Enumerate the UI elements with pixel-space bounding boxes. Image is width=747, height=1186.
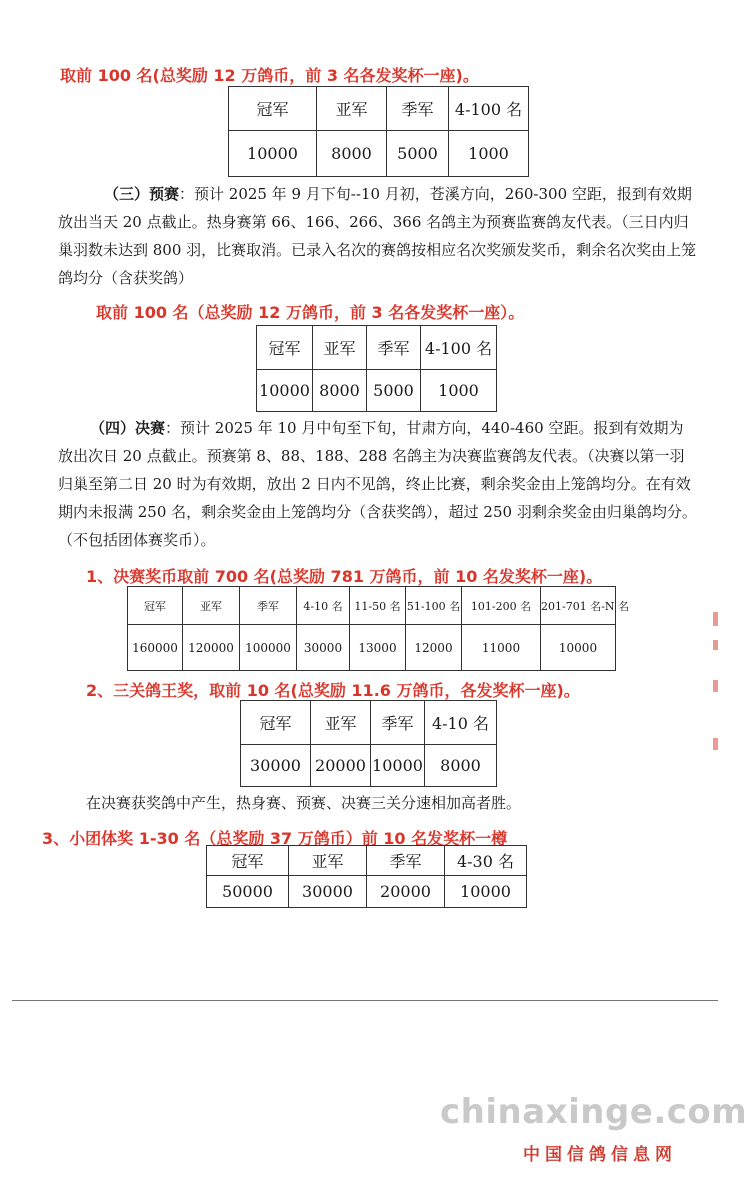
table-cell: 12000 [406,625,462,671]
king-prize-heading: 2、三关鸽王奖，取前 10 名(总奖励 11.6 万鸽币，各发奖杯一座)。 [86,681,580,700]
edge-mark [713,612,718,626]
section-4-body: ：预计 2025 年 10 月中旬至下旬，甘肃方向，440-460 空距。报到有效期为放出次日 20 点截止。预赛第 8、88、188、288 名鸽主为决赛监赛鸽友代表。（决赛以第一羽归巢至第二日 20 时为有效期，放出 2 日内不见鸽，终止比赛，剩余奖金由上笼鸽均分。在有效期内未报满 250 名，剩余奖金由上笼鸽均分（含获奖鸽），超过 250 羽剩余奖金由归巢鸽均分。（不包括团体赛奖币）。 [58,419,697,549]
table-header: 冠军 [128,587,183,625]
page-divider [12,1000,718,1001]
table-cell: 13000 [350,625,406,671]
table-cell: 10000 [445,876,527,908]
king-prize-note: 在决赛获奖鸽中产生，热身赛、预赛、决赛三关分速相加高者胜。 [86,794,522,812]
table-header: 亚军 [289,846,367,876]
table-header: 冠军 [207,846,289,876]
edge-mark [713,680,718,692]
table-cell: 20000 [367,876,445,908]
table-header: 亚军 [311,701,371,745]
table-cell: 10000 [229,131,317,177]
section-4-paragraph [58,414,698,554]
table-cell: 100000 [240,625,297,671]
table-header: 季军 [240,587,297,625]
table-header: 季军 [367,326,421,370]
table-cell: 30000 [297,625,350,671]
table-header: 4-10 名 [297,587,350,625]
table-cell: 160000 [128,625,183,671]
table-header: 201-701 名-N 名 [541,587,616,625]
king-prize-table [240,700,497,787]
top-prize-table [228,86,529,177]
table-header: 4-100 名 [449,87,529,131]
team-prize-heading: 3、小团体奖 1-30 名（总奖励 37 万鸽币）前 10 名发奖杯一樽 [42,829,508,848]
section-3-paragraph [58,180,698,292]
table-header: 4-100 名 [421,326,497,370]
edge-mark [713,738,718,750]
table-header: 4-10 名 [425,701,497,745]
edge-mark [713,640,718,650]
final-prize-heading: 1、决赛奖币取前 700 名(总奖励 781 万鸽币，前 10 名发奖杯一座)。 [86,567,603,586]
team-prize-table [206,845,527,908]
watermark-site: chinaxinge.com [440,1092,747,1132]
section-4-title: （四）决赛 [90,419,166,437]
table-cell: 1000 [421,370,497,412]
watermark-name: 中国信鸽信息网 [523,1145,677,1165]
table-cell: 8000 [313,370,367,412]
table-header: 冠军 [241,701,311,745]
table-cell: 8000 [425,745,497,787]
table-cell: 120000 [183,625,240,671]
table-header: 季军 [367,846,445,876]
table-header: 亚军 [313,326,367,370]
table-cell: 5000 [387,131,449,177]
table-header: 冠军 [229,87,317,131]
table-header: 亚军 [183,587,240,625]
table-header: 4-30 名 [445,846,527,876]
table-header: 101-200 名 [462,587,541,625]
table-header: 季军 [387,87,449,131]
table-cell: 50000 [207,876,289,908]
table-header: 亚军 [317,87,387,131]
table-header: 11-50 名 [350,587,406,625]
section-3-body: ：预计 2025 年 9 月下旬--10 月初，苍溪方向，260-300 空距，报到有效期放出当天 20 点截止。热身赛第 66、166、266、366 名鸽主为预赛监赛鸽友代表。（三日内归巢羽数未达到 800 羽，比赛取消。已录入名次的赛鸽按相应名次奖颁发奖币，剩余名次奖由上笼鸽均分（含获奖鸽） [58,185,697,287]
section-3-title: （三）预赛 [104,185,180,203]
table-cell: 1000 [449,131,529,177]
section-3-heading: 取前 100 名（总奖励 12 万鸽币，前 3 名各发奖杯一座）。 [96,303,525,322]
table-cell: 11000 [462,625,541,671]
table-cell: 10000 [371,745,425,787]
section-3-prize-table [256,325,497,412]
table-cell: 10000 [257,370,313,412]
table-header: 季军 [371,701,425,745]
table-header: 51-100 名 [406,587,462,625]
table-cell: 5000 [367,370,421,412]
table-header: 冠军 [257,326,313,370]
table-cell: 8000 [317,131,387,177]
table-cell: 30000 [241,745,311,787]
final-prize-table [127,586,630,671]
table-cell: 20000 [311,745,371,787]
top-section-heading: 取前 100 名(总奖励 12 万鸽币，前 3 名各发奖杯一座)。 [60,66,479,85]
table-cell: 10000 [541,625,616,671]
table-cell: 30000 [289,876,367,908]
